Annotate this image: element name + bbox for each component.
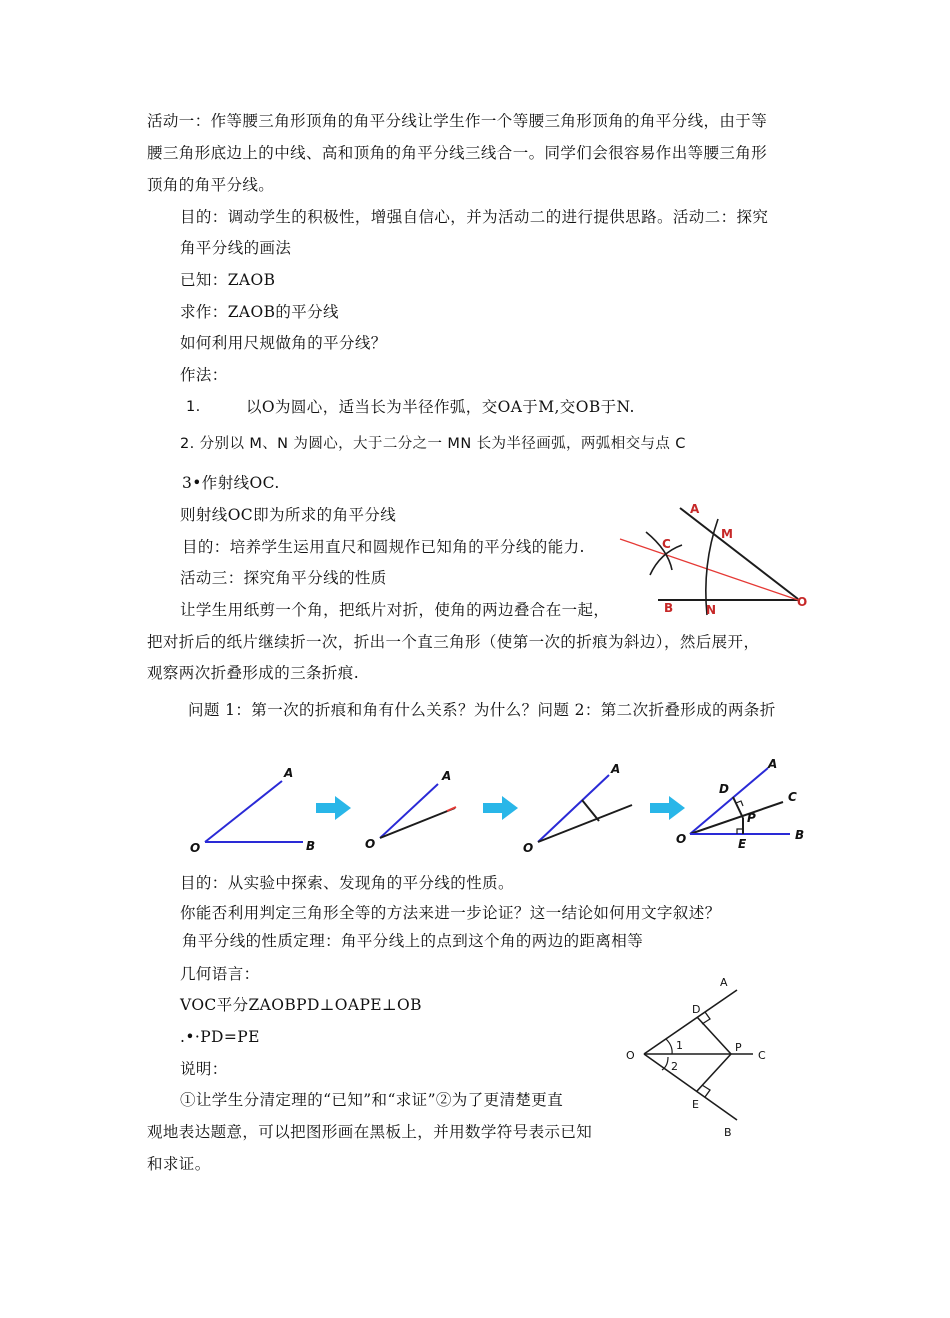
fig1-label-o: O — [797, 595, 808, 609]
fig3-label-b: B — [724, 1126, 732, 1139]
fig1-label-a: A — [690, 502, 700, 516]
fig3-label-c: C — [758, 1049, 766, 1062]
para-activity1-line3: 顶角的角平分线。 — [147, 176, 275, 194]
method-line: 作法： — [180, 366, 228, 384]
fold2-label-o: O — [365, 837, 376, 851]
fig3-label-angle2: 2 — [671, 1060, 678, 1073]
geo-result: .•·PD=PE — [180, 1028, 260, 1046]
fold2-label-a: A — [442, 769, 452, 783]
para-fold-line1: 让学生用纸剪一个角，把纸片对折，使角的两边叠合在一起， — [180, 601, 610, 619]
fold4-label-b: B — [795, 828, 805, 842]
fig3-label-d: D — [692, 1003, 701, 1016]
fig1-label-c: C — [662, 537, 671, 551]
goal2-line: 目的：培养学生运用直尺和圆规作已知角的平分线的能力. — [182, 538, 585, 556]
folding-sequence-figure — [185, 755, 815, 865]
fig1-label-n: N — [706, 603, 717, 617]
fig1-label-m: M — [721, 527, 733, 541]
fold3-label-o: O — [523, 841, 534, 855]
note-line3: 和求证。 — [147, 1155, 211, 1173]
questions-line: 问题 1：第一次的折痕和角有什么关系？为什么？问题 2：第二次折叠形成的两条折 — [188, 701, 776, 719]
fold1-label-o: O — [190, 841, 201, 855]
arrow-right-icon — [483, 796, 518, 820]
geo-language-label: 几何语言： — [180, 965, 260, 983]
para-fold-line2: 把对折后的纸片继续折一次，折出一个直三角形（使第一次的折痕为斜边），然后展开， — [147, 633, 760, 651]
fold4-label-p: P — [747, 811, 756, 825]
step2-text: 2. 分别以 M、N 为圆心，大于二分之一 MN 长为半径画弧，两弧相交与点 C — [180, 436, 686, 452]
activity3-heading: 活动三：探究角平分线的性质 — [180, 569, 387, 587]
fig3-label-a: A — [720, 976, 728, 989]
conclusion-line: 则射线OC即为所求的角平分线 — [180, 506, 397, 524]
fig3-label-e: E — [692, 1098, 699, 1111]
fig3-label-angle1: 1 — [676, 1039, 683, 1052]
step3-text: 3•作射线OC. — [182, 474, 280, 492]
theorem-line: 角平分线的性质定理：角平分线上的点到这个角的两边的距离相等 — [182, 932, 644, 950]
bisector-property-figure — [620, 970, 780, 1140]
ask-line: 你能否利用判定三角形全等的方法来进一步论证？这一结论如何用文字叙述？ — [180, 904, 721, 922]
construct-line: 求作：ZAOB的平分线 — [180, 303, 339, 321]
fold4-label-d: D — [719, 782, 729, 796]
fig3-label-o: O — [626, 1049, 635, 1062]
para-goal1-line2: 角平分线的画法 — [180, 239, 292, 257]
known-line: 已知：ZAOB — [180, 271, 276, 289]
fold1-label-b: B — [306, 839, 316, 853]
para-activity1-line1: 活动一：作等腰三角形顶角的角平分线让学生作一个等腰三角形顶角的角平分线，由于等 — [147, 112, 768, 130]
step1-text: 以O为圆心，适当长为半径作弧，交OA于M,交OB于N. — [246, 398, 635, 416]
fig3-label-p: P — [735, 1041, 742, 1054]
goal3-line: 目的：从实验中探索、发现角的平分线的性质。 — [180, 874, 514, 892]
question-line: 如何利用尺规做角的平分线？ — [180, 334, 387, 352]
note-line2: 观地表达题意，可以把图形画在黑板上，并用数学符号表示已知 — [147, 1123, 593, 1141]
para-activity1-line2: 腰三角形底边上的中线、高和顶角的角平分线三线合一。同学们会很容易作出等腰三角形 — [147, 144, 768, 162]
construction-figure — [620, 495, 820, 625]
fold1-label-a: A — [284, 766, 294, 780]
fold4-label-e: E — [738, 837, 747, 851]
para-fold-line3: 观察两次折叠形成的三条折痕. — [147, 664, 360, 682]
explain-label: 说明： — [180, 1060, 228, 1078]
fold4-label-c: C — [788, 790, 797, 804]
fold4-label-o: O — [676, 832, 687, 846]
arrow-right-icon — [650, 796, 685, 820]
geo-expression: VOC平分ZAOBPD⊥OAPE⊥OB — [180, 996, 422, 1014]
note-line1: ①让学生分清定理的“已知”和“求证”②为了更清楚更直 — [180, 1091, 564, 1109]
fig1-label-b: B — [664, 601, 674, 615]
step1-number: 1. — [186, 399, 201, 415]
fold4-label-a: A — [768, 757, 778, 771]
para-goal1-line1: 目的：调动学生的积极性，增强自信心，并为活动二的进行提供思路。活动二：探究 — [180, 208, 769, 226]
fold3-label-a: A — [611, 762, 621, 776]
arrow-right-icon — [316, 796, 351, 820]
